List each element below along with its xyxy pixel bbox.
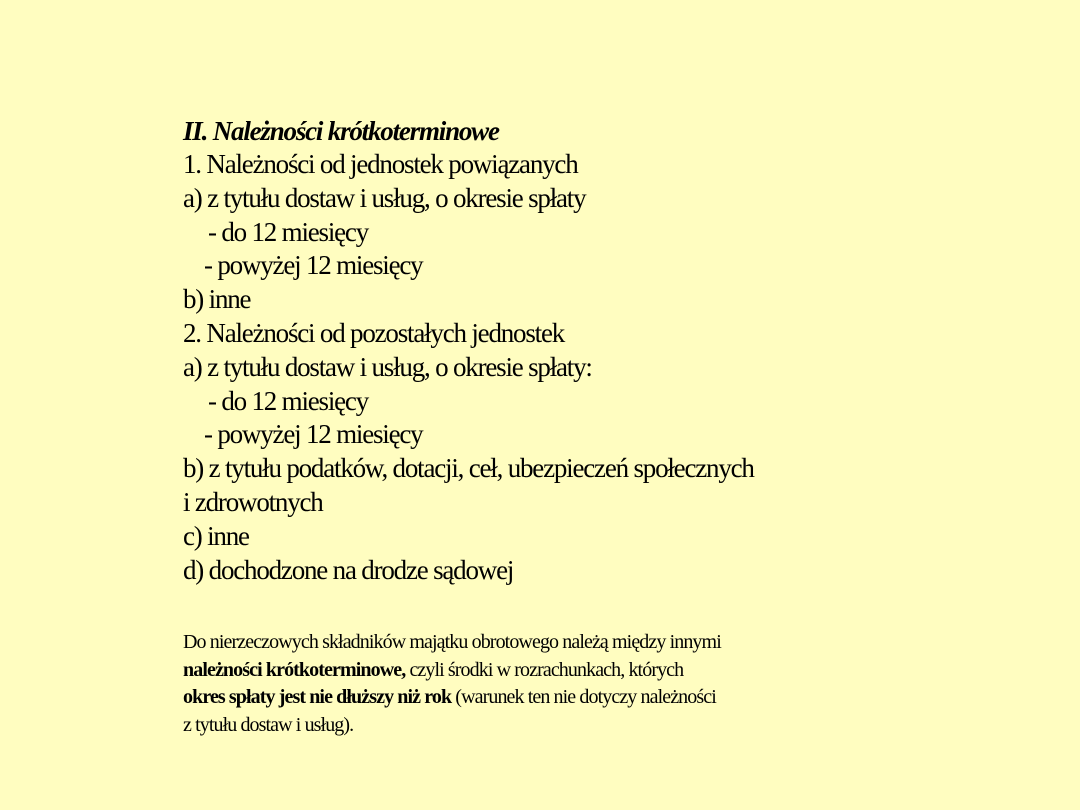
note-line-3-rest: (warunek ten nie dotyczy należności <box>451 686 716 709</box>
note-line-4: z tytułu dostaw i usług). <box>183 713 354 736</box>
list-item-2a-over-12: - powyżej 12 miesięcy <box>204 419 423 450</box>
note-bold-period: okres spłaty jest nie dłuższy niż rok <box>183 686 452 709</box>
slide-content <box>183 114 903 739</box>
list-item-1a-over-12: - powyżej 12 miesięcy <box>204 250 423 281</box>
note-line-2-rest: czyli środki w rozrachunkach, których <box>405 658 684 681</box>
list-item-2b: b) z tytułu podatków, dotacji, ceł, ubezpieczeń społecznych <box>183 453 754 484</box>
list-item-1a-up-to-12: - do 12 miesięcy <box>208 216 369 247</box>
note-bold-receivables: należności krótkoterminowe, <box>183 658 406 681</box>
list-item-2d: d) dochodzone na drodze sądowej <box>183 554 514 585</box>
list-item-1: 1. Należności od jednostek powiązanych <box>183 149 578 179</box>
list-item-1a: a) z tytułu dostaw i usług, o okresie spłaty <box>183 182 586 213</box>
list-item-2a-up-to-12: - do 12 miesięcy <box>208 385 369 416</box>
section-title: II. Należności krótkoterminowe <box>183 116 499 146</box>
note-line-3 <box>183 684 903 712</box>
list-item-2a: a) z tytułu dostaw i usług, o okresie spłaty: <box>183 351 592 382</box>
note-line-2 <box>183 657 903 685</box>
list-item-2: 2. Należności od pozostałych jednostek <box>183 317 565 348</box>
note-line-1: Do nierzeczowych składników majątku obrotowego należą między innymi <box>183 631 721 654</box>
list-item-2c: c) inne <box>183 520 249 551</box>
list-item-1b: b) inne <box>183 284 251 315</box>
explanatory-note <box>183 629 903 739</box>
list-item-2b-cont: i zdrowotnych <box>183 486 323 517</box>
